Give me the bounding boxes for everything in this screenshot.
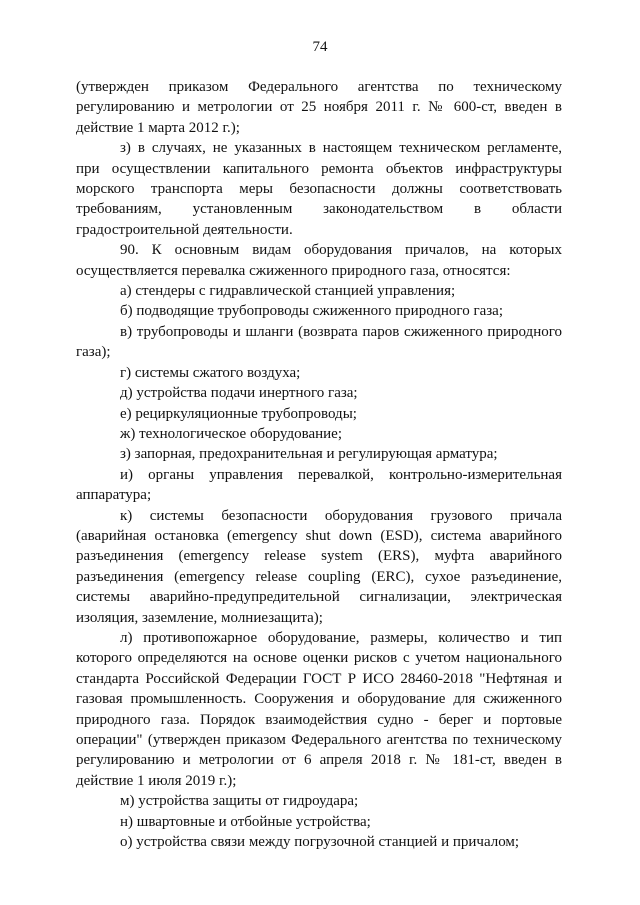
list-item: о) устройства связи между погрузочной станцией и причалом; — [120, 834, 520, 851]
paragraph: 90. К основным видам оборудования причалов, на которых осуществляется перевалка сжиженного природного газа, относятся: — [76, 242, 562, 279]
list-item: б) подводящие трубопроводы сжиженного природного газа; — [120, 303, 504, 320]
list-item: з) запорная, предохранительная и регулирующая арматура; — [120, 446, 498, 463]
list-item: м) устройства защиты от гидроудара; — [120, 793, 359, 810]
paragraph: (утвержден приказом Федерального агентства по техническому регулированию и метрологии от 25 ноября 2011 г. № 600-ст, введен в действие 1 марта 2012 г.); — [76, 79, 562, 136]
list-item: л) противопожарное оборудование, размеры, количество и тип которого определяются на основе оценки рисков с учетом национального стандарта Российской Федерации ГОСТ Р ИСО 28460-2018 "Нефтяная и газовая промышленность. Сооружения и оборудование для сжиженного природного газа. Порядок взаимодействия судно - берег и портовые операции" (утвержден приказом Федерального агентства по техническому регулированию и метрологии от 6 апреля 2018 г. № 181-ст, введен в действие 1 июля 2019 г.); — [76, 629, 562, 789]
list-item: а) стендеры с гидравлической станцией управления; — [120, 283, 456, 300]
list-item: е) рециркуляционные трубопроводы; — [120, 405, 357, 422]
page-number: 74 — [312, 39, 328, 55]
list-item: в) трубопроводы и шланги (возврата паров сжиженного природного газа); — [76, 323, 562, 361]
document-body — [76, 77, 562, 852]
paragraph: з) в случаях, не указанных в настоящем техническом регламенте, при осуществлении капитального ремонта объектов инфраструктуры морского транспорта меры безопасности должны соответствовать требованиям, установленным законодательством в области градостроительной деятельности. — [76, 140, 562, 238]
list-item: ж) технологическое оборудование; — [120, 425, 343, 442]
list-item: и) органы управления перевалкой, контрольно-измерительная аппаратура; — [76, 466, 562, 504]
list-item: к) системы безопасности оборудования грузового причала (аварийная остановка (emergency shut down (ESD), система аварийного разъединения (emergency release system (ERS), муфта аварийного разъединения (emergency release coupling (ERC), сухое разъединение, системы аварийно-предупредительной сигнализации, электрическая изоляция, заземление, молниезащита); — [76, 507, 562, 626]
list-item: д) устройства подачи инертного газа; — [120, 385, 358, 402]
list-item: г) системы сжатого воздуха; — [120, 364, 301, 381]
list-item: н) швартовные и отбойные устройства; — [120, 813, 371, 830]
